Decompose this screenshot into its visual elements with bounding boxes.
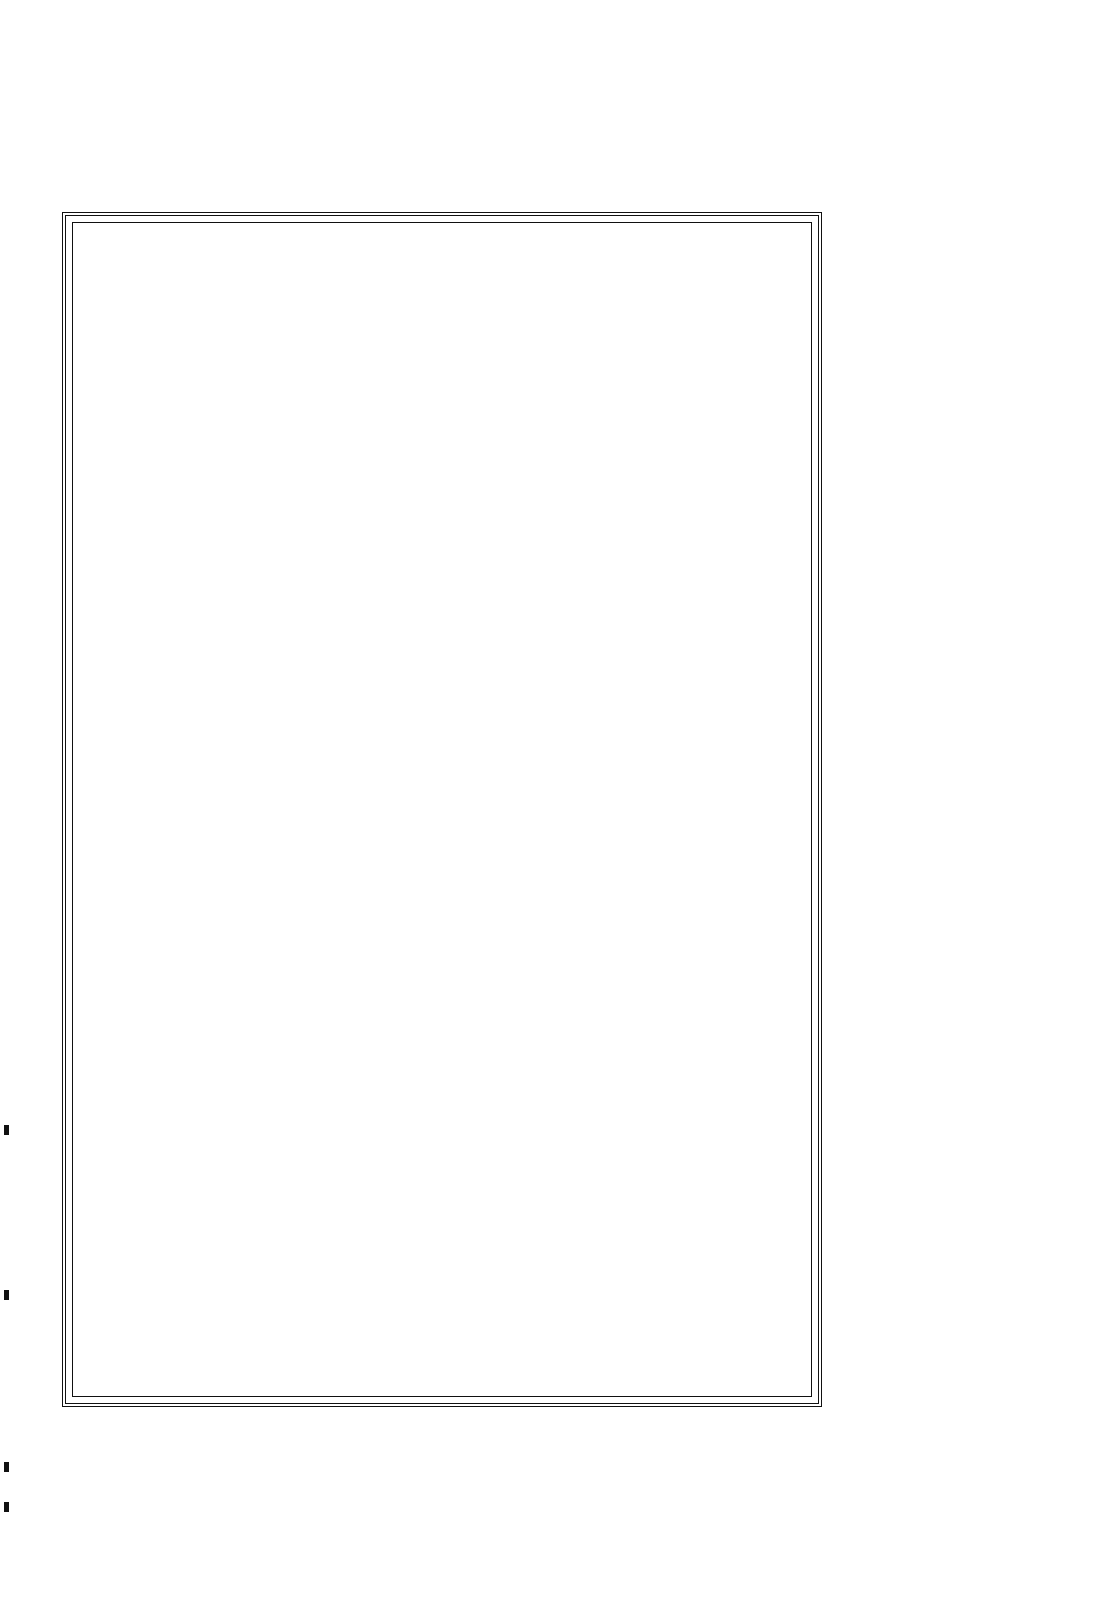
main-hadith-text	[82, 232, 804, 1397]
bottom-text-block	[70, 1412, 1045, 1572]
margin-tick-mark	[4, 1462, 9, 1472]
margin-tick-mark	[4, 1290, 9, 1300]
top-text-block	[70, 70, 1045, 205]
margin-commentary-column	[830, 212, 1045, 1407]
margin-tick-mark	[4, 1502, 9, 1512]
margin-tick-mark	[4, 1125, 9, 1135]
